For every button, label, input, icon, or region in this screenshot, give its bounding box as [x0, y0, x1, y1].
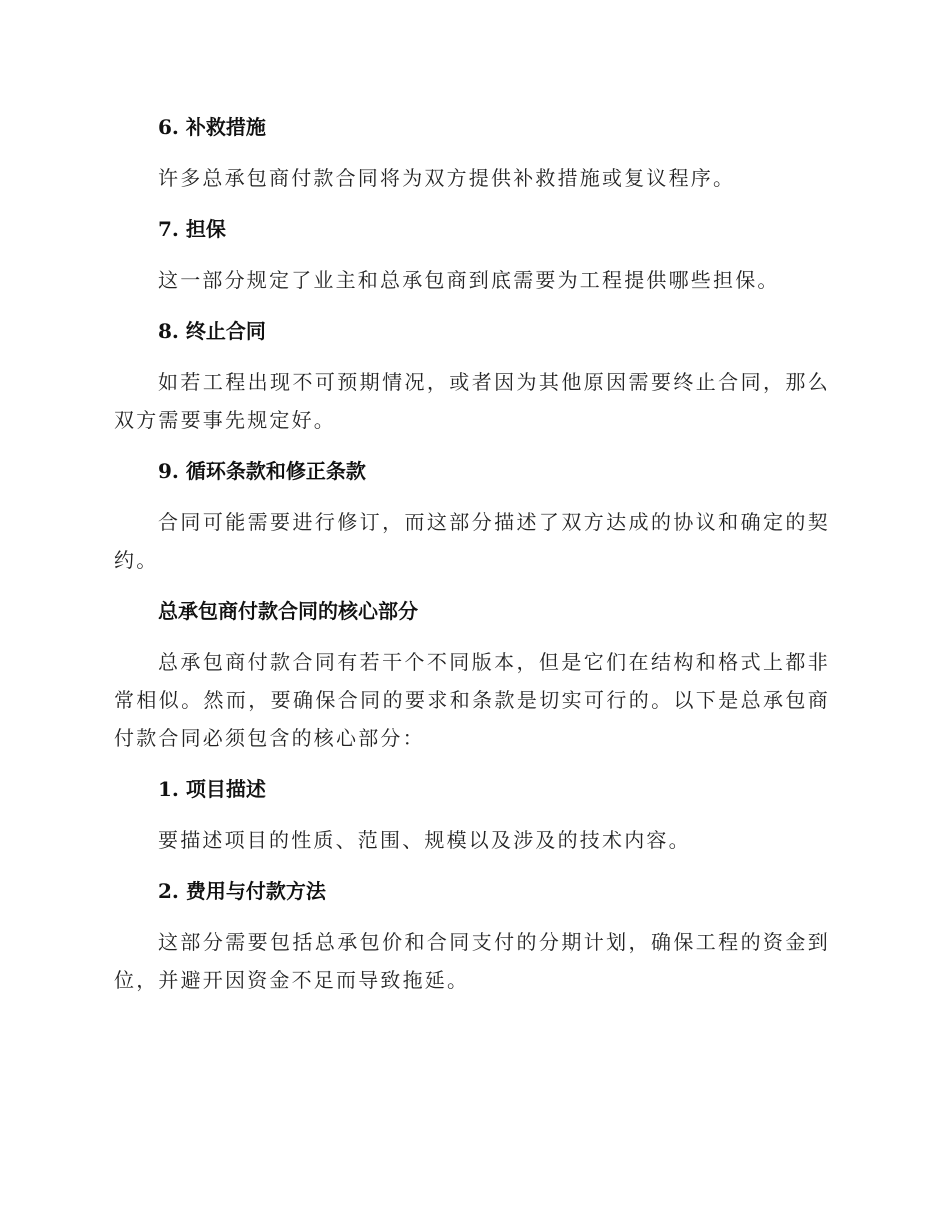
paragraph-fees-payment: 这部分需要包括总承包价和合同支付的分期计划，确保工程的资金到位，并避开因资金不足而导致拖延。 — [114, 930, 830, 992]
section-heading-revision-clauses: 9. 循环条款和修正条款 — [158, 459, 366, 483]
section-heading-project-description: 1. 项目描述 — [158, 777, 266, 801]
paragraph-termination: 如若工程出现不可预期情况，或者因为其他原因需要终止合同，那么双方需要事先规定好。 — [114, 370, 830, 432]
section-heading-termination: 8. 终止合同 — [158, 319, 266, 343]
paragraph-core-parts: 总承包商付款合同有若干个不同版本，但是它们在结构和格式上都非常相似。然而，要确保合同的要求和条款是切实可行的。以下是总承包商付款合同必须包含的核心部分： — [114, 650, 830, 750]
paragraph-guarantee: 这一部分规定了业主和总承包商到底需要为工程提供哪些担保。 — [158, 268, 780, 292]
paragraph-remedies: 许多总承包商付款合同将为双方提供补救措施或复议程序。 — [158, 166, 736, 190]
section-heading-remedies: 6. 补救措施 — [158, 115, 266, 139]
document-body — [114, 108, 830, 1012]
paragraph-project-description: 要描述项目的性质、范围、规模以及涉及的技术内容。 — [158, 828, 691, 852]
section-heading-core-parts: 总承包商付款合同的核心部分 — [158, 599, 418, 623]
paragraph-revision-clauses: 合同可能需要进行修订，而这部分描述了双方达成的协议和确定的契约。 — [114, 510, 830, 572]
section-heading-fees-payment: 2. 费用与付款方法 — [158, 879, 326, 903]
section-heading-guarantee: 7. 担保 — [158, 217, 226, 241]
